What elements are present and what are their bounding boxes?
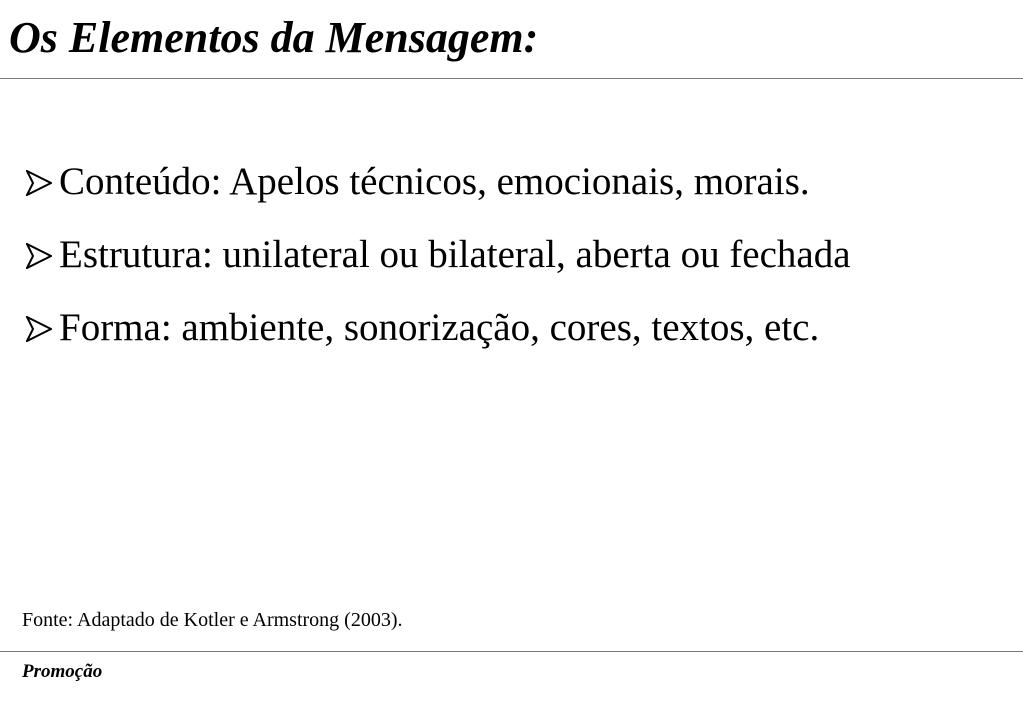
title-divider xyxy=(0,78,1023,79)
bullet-text: Forma: ambiente, sonorização, cores, textos, etc. xyxy=(59,306,820,349)
bullet-item-estrutura xyxy=(26,227,1013,282)
arrowhead-bullet-icon xyxy=(26,316,52,342)
bullet-item-forma xyxy=(26,300,1013,355)
arrowhead-bullet-icon xyxy=(26,170,52,196)
bullet-text: Conteúdo: Apelos técnicos, emocionais, morais. xyxy=(59,160,810,203)
arrowhead-bullet-icon xyxy=(26,243,52,269)
footer-label: Promoção xyxy=(22,661,103,682)
slide-title: Os Elementos da Mensagem: xyxy=(9,13,539,62)
bullet-item-conteudo xyxy=(26,154,1013,209)
footer-divider xyxy=(0,651,1023,652)
bullet-text: Estrutura: unilateral ou bilateral, aberta ou fechada xyxy=(59,233,851,276)
bullet-list xyxy=(26,154,1013,373)
source-note: Fonte: Adaptado de Kotler e Armstrong (2003). xyxy=(22,609,403,631)
